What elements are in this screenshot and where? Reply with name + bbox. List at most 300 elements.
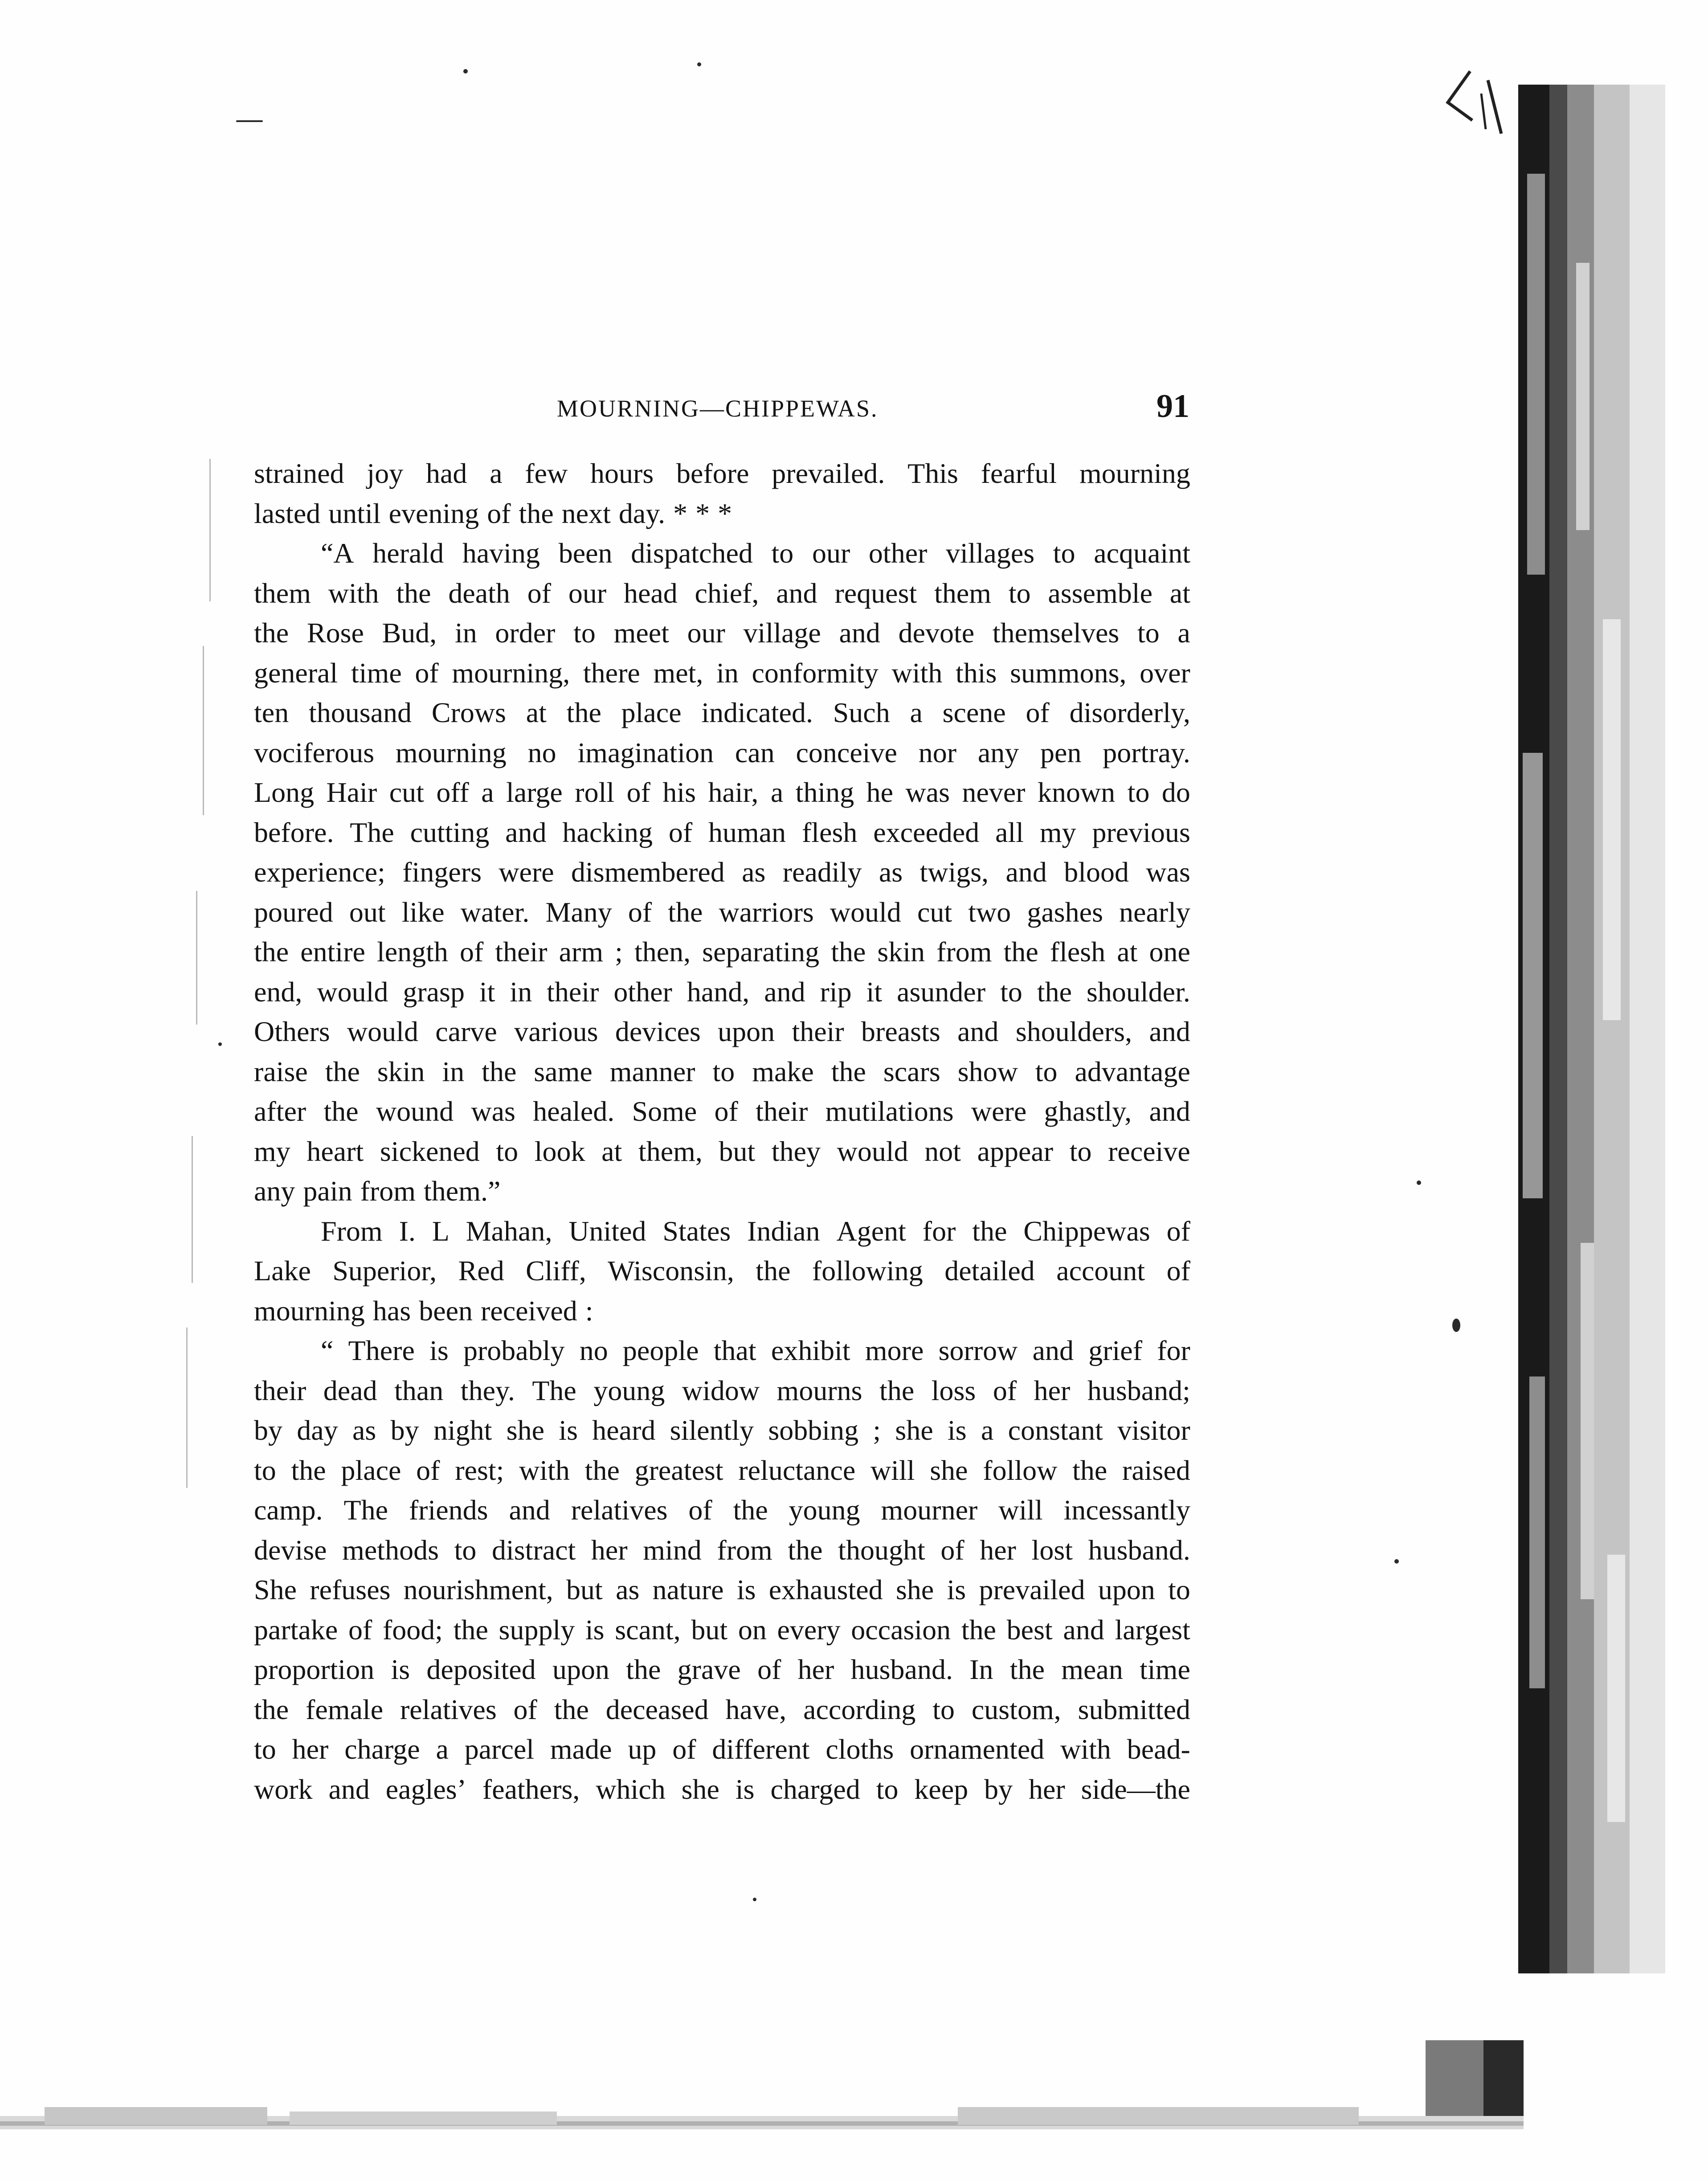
- word: heart: [306, 1135, 364, 1167]
- word: nor: [918, 736, 957, 768]
- word: all: [995, 816, 1024, 848]
- margin-rule-left: [192, 1136, 193, 1283]
- word: Rose: [306, 617, 364, 649]
- word: night: [433, 1414, 492, 1446]
- word: Lake: [254, 1255, 311, 1287]
- word: shoulder.: [1086, 976, 1190, 1008]
- text-line: [254, 1570, 1190, 1610]
- word: death: [448, 577, 510, 609]
- word: nourishment,: [403, 1574, 553, 1605]
- word: then,: [634, 936, 691, 968]
- word: upon: [1098, 1574, 1155, 1605]
- margin-rule-left: [203, 646, 204, 815]
- word: the: [831, 1055, 866, 1087]
- word: parcel: [464, 1733, 535, 1765]
- word: The: [350, 816, 394, 848]
- word: follow: [983, 1454, 1058, 1486]
- word: villages: [946, 537, 1035, 569]
- word: herald: [372, 537, 444, 569]
- word: scars: [883, 1055, 940, 1087]
- word: receive: [1108, 1135, 1190, 1167]
- word: lasted: [254, 497, 321, 529]
- text-line: [254, 1251, 1190, 1291]
- word: few: [525, 457, 568, 489]
- word: scene: [942, 697, 1006, 728]
- word: Mahan,: [466, 1215, 552, 1247]
- word: of: [527, 577, 552, 609]
- word: there: [583, 657, 640, 689]
- word: in: [716, 657, 739, 689]
- word: relatives: [400, 1693, 497, 1725]
- word: assemble: [1048, 577, 1152, 609]
- word: hand,: [686, 976, 750, 1008]
- word: any: [977, 736, 1019, 768]
- word: her: [591, 1534, 628, 1566]
- pen-mark: [1439, 67, 1506, 143]
- word: of: [714, 1095, 738, 1127]
- word: my: [1039, 816, 1076, 848]
- word: in: [454, 617, 477, 649]
- word: bead-: [1127, 1733, 1190, 1765]
- word: is: [948, 1414, 967, 1446]
- word: This: [907, 457, 958, 489]
- word: roll: [575, 776, 615, 808]
- word: There: [348, 1335, 415, 1366]
- word: to: [1127, 776, 1150, 808]
- word: is: [736, 1574, 756, 1605]
- word: hacking: [562, 816, 653, 848]
- word: that: [713, 1335, 756, 1366]
- word: have,: [725, 1693, 787, 1725]
- word: visitor: [1117, 1414, 1190, 1446]
- word: time: [351, 657, 402, 689]
- word: United: [568, 1215, 646, 1247]
- word: before: [676, 457, 749, 489]
- word: but: [719, 1135, 756, 1167]
- binding-shadow: [1518, 85, 1665, 1973]
- word: it: [479, 976, 495, 1008]
- text-line: [254, 972, 1190, 1012]
- word: to: [1069, 1135, 1092, 1167]
- dust-speck: [236, 120, 263, 122]
- text-line: [254, 1769, 1190, 1809]
- word: mourns: [776, 1374, 862, 1406]
- word: the: [584, 1454, 620, 1486]
- word: were: [971, 1095, 1027, 1127]
- dust-speck: [463, 69, 468, 74]
- word: before.: [254, 816, 334, 848]
- word: of: [348, 1613, 372, 1646]
- text-line: [254, 1650, 1190, 1690]
- word: dismembered: [571, 856, 725, 888]
- word: place: [341, 1454, 401, 1486]
- word: them,: [638, 1135, 703, 1167]
- word: to: [254, 1733, 276, 1765]
- word: received: [481, 1295, 577, 1327]
- word: of: [940, 1534, 964, 1566]
- word: to: [573, 617, 596, 649]
- word: with: [891, 657, 943, 689]
- word: the: [831, 936, 866, 968]
- word: of: [993, 1374, 1017, 1406]
- word: readily: [782, 856, 862, 888]
- word: cloths: [825, 1733, 894, 1765]
- word: thought: [838, 1534, 925, 1566]
- word: her: [797, 1654, 834, 1685]
- word: joy: [367, 457, 404, 489]
- word: keep: [914, 1773, 968, 1805]
- word: her: [1029, 1773, 1065, 1805]
- word: and: [505, 816, 547, 848]
- word: ;: [615, 936, 623, 968]
- word: show: [957, 1055, 1018, 1087]
- word: widow: [682, 1374, 760, 1406]
- word: a: [1177, 617, 1190, 649]
- word: Superior,: [332, 1255, 437, 1287]
- word: them: [254, 577, 311, 609]
- word: themselves: [992, 617, 1120, 649]
- word: other: [613, 976, 672, 1008]
- word: The: [343, 1494, 388, 1526]
- word: largest: [1115, 1613, 1190, 1646]
- word: hair,: [708, 776, 759, 808]
- word: to: [712, 1055, 735, 1087]
- word: mourning: [254, 1295, 365, 1327]
- word: made: [550, 1733, 612, 1765]
- word: blood: [1064, 856, 1129, 888]
- word: of: [415, 657, 439, 689]
- text-line: [254, 1211, 1190, 1251]
- word: in: [442, 1055, 465, 1087]
- word: known: [1038, 776, 1116, 808]
- running-header: [254, 388, 1189, 432]
- text-line: [254, 932, 1190, 972]
- word: silently: [670, 1414, 754, 1446]
- word: any: [254, 1175, 295, 1207]
- word: indicated.: [701, 697, 813, 728]
- word: never: [962, 776, 1026, 808]
- word: rest;: [455, 1454, 504, 1486]
- text-line: [254, 573, 1190, 613]
- word: scant,: [615, 1613, 681, 1646]
- word: the: [879, 1374, 915, 1406]
- word: distract: [491, 1534, 576, 1566]
- word: like: [401, 896, 445, 928]
- word: prevailed.: [772, 457, 885, 489]
- word: heard: [592, 1414, 656, 1446]
- word: is: [947, 1574, 966, 1605]
- text-line: [254, 1450, 1190, 1491]
- word: a: [481, 776, 494, 808]
- word: to: [454, 1534, 477, 1566]
- word: a: [981, 1414, 994, 1446]
- running-title: MOURNING—CHIPPEWAS.: [557, 395, 879, 422]
- word: Such: [833, 697, 890, 728]
- word: submitted: [1078, 1693, 1190, 1725]
- text-line: [254, 852, 1190, 892]
- word: the: [626, 1654, 661, 1685]
- text-line: [254, 813, 1190, 853]
- word: “A: [321, 537, 354, 569]
- word: experience;: [254, 856, 385, 888]
- word: and: [1032, 1335, 1074, 1366]
- word: as: [879, 856, 903, 888]
- word: of: [459, 936, 484, 968]
- word: mind: [643, 1534, 702, 1566]
- word: water.: [460, 896, 530, 928]
- word: would: [317, 976, 388, 1008]
- bottom-scan-noise: [0, 2040, 1708, 2181]
- word: husband;: [1087, 1374, 1190, 1406]
- text-line: [254, 1291, 1190, 1331]
- body-text: [254, 453, 1190, 1809]
- word: more: [865, 1335, 924, 1366]
- word: *: [673, 497, 688, 529]
- word: sorrow: [938, 1335, 1018, 1366]
- word: She: [254, 1574, 297, 1605]
- word: and: [839, 617, 880, 649]
- word: In: [969, 1654, 993, 1685]
- word: according: [803, 1693, 916, 1725]
- word: up: [628, 1733, 657, 1765]
- word: thing: [795, 776, 854, 808]
- word: separating: [702, 936, 820, 968]
- word: general: [254, 657, 338, 689]
- word: human: [708, 816, 786, 848]
- word: summons,: [1010, 657, 1127, 689]
- word: devise: [254, 1534, 327, 1566]
- word: of: [1166, 1215, 1190, 1247]
- word: exhibit: [771, 1335, 850, 1366]
- word: the: [788, 1534, 823, 1566]
- word: lost: [1031, 1534, 1073, 1566]
- word: from: [360, 1175, 416, 1207]
- word: her: [1034, 1374, 1071, 1406]
- word: head: [623, 577, 678, 609]
- word: supply: [499, 1613, 575, 1646]
- word: ten: [254, 697, 289, 728]
- word: strained: [254, 457, 344, 489]
- text-line: [254, 1690, 1190, 1730]
- word: I.: [399, 1215, 416, 1247]
- word: she: [506, 1414, 544, 1446]
- word: to: [932, 1693, 955, 1725]
- word: raise: [254, 1055, 308, 1087]
- word: charged: [770, 1773, 860, 1805]
- word: detailed: [944, 1255, 1035, 1287]
- word: other: [868, 537, 928, 569]
- word: meet: [613, 617, 669, 649]
- word: husband.: [850, 1654, 953, 1685]
- word: after: [254, 1095, 306, 1127]
- word: husband.: [1088, 1534, 1190, 1566]
- word: conceive: [796, 736, 897, 768]
- margin-rule-left: [196, 891, 197, 1025]
- word: out: [349, 896, 386, 928]
- word: mutilations: [825, 1095, 954, 1127]
- text-line: [254, 1490, 1190, 1530]
- word: this: [955, 657, 997, 689]
- word: and: [1063, 1613, 1104, 1646]
- word: occasion: [851, 1613, 951, 1646]
- word: has: [372, 1295, 411, 1327]
- margin-rule-left: [209, 459, 211, 601]
- word: work: [254, 1773, 313, 1805]
- word: proportion: [254, 1654, 375, 1685]
- word: large: [506, 776, 563, 808]
- word: constant: [1008, 1414, 1103, 1446]
- word: to: [496, 1135, 519, 1167]
- word: mourning,: [452, 657, 570, 689]
- word: nearly: [1119, 896, 1190, 928]
- word: no: [579, 1335, 608, 1366]
- word: relatives: [571, 1494, 668, 1526]
- word: the: [396, 577, 431, 609]
- word: of: [672, 1733, 696, 1765]
- word: upon: [718, 1016, 775, 1047]
- word: From: [321, 1215, 383, 1247]
- dust-speck: [1452, 1319, 1460, 1332]
- word: the: [1009, 1654, 1045, 1685]
- word: on: [738, 1613, 767, 1646]
- word: feathers,: [482, 1773, 580, 1805]
- word: he: [866, 776, 894, 808]
- word: their: [792, 1016, 844, 1047]
- word: upon: [552, 1654, 609, 1685]
- word: at: [526, 697, 547, 728]
- word: :: [585, 1295, 593, 1327]
- word: our: [568, 577, 607, 609]
- word: will: [998, 1494, 1043, 1526]
- word: Many: [545, 896, 612, 928]
- word: imagination: [577, 736, 714, 768]
- word: to: [1053, 537, 1075, 569]
- word: over: [1140, 657, 1190, 689]
- word: greatest: [634, 1454, 723, 1486]
- word: account: [1056, 1255, 1145, 1287]
- word: ;: [873, 1414, 881, 1446]
- word: methods: [342, 1534, 439, 1566]
- word: pain: [303, 1175, 352, 1207]
- word: custom,: [971, 1693, 1061, 1725]
- word: and: [1005, 856, 1047, 888]
- word: end,: [254, 976, 302, 1008]
- word: can: [735, 736, 775, 768]
- word: food;: [382, 1613, 443, 1646]
- word: people: [622, 1335, 699, 1366]
- word: wound: [376, 1095, 454, 1127]
- word: as: [742, 856, 766, 888]
- word: them.”: [424, 1175, 501, 1207]
- word: the: [1037, 976, 1072, 1008]
- word: the: [756, 1255, 791, 1287]
- text-line: [254, 693, 1190, 733]
- word: a: [490, 457, 503, 489]
- word: Wisconsin,: [608, 1255, 734, 1287]
- word: to: [1168, 1574, 1190, 1605]
- word: of: [487, 497, 511, 529]
- word: the: [972, 1215, 1007, 1247]
- word: nature: [652, 1574, 724, 1605]
- word: entire: [300, 936, 365, 968]
- word: friends: [409, 1494, 488, 1526]
- word: the: [961, 1613, 996, 1646]
- word: chief,: [695, 577, 759, 609]
- word: raised: [1122, 1454, 1190, 1486]
- word: is: [735, 1773, 755, 1805]
- dust-speck: [218, 1042, 222, 1046]
- word: The: [532, 1374, 576, 1406]
- word: shoulders,: [1015, 1016, 1132, 1047]
- word: she: [895, 1574, 934, 1605]
- word: ghastly,: [1044, 1095, 1132, 1127]
- word: to: [254, 1454, 276, 1486]
- word: which: [596, 1773, 666, 1805]
- word: is: [585, 1613, 605, 1646]
- word: incessantly: [1063, 1494, 1190, 1526]
- word: than: [394, 1374, 444, 1406]
- word: Cliff,: [526, 1255, 586, 1287]
- word: time: [1140, 1654, 1190, 1685]
- word: a: [770, 776, 784, 808]
- word: would: [837, 1135, 908, 1167]
- word: of: [668, 816, 693, 848]
- word: of: [757, 1654, 781, 1685]
- word: the: [254, 1693, 289, 1725]
- word: to: [1035, 1055, 1058, 1087]
- text-line: [254, 653, 1190, 693]
- word: and: [764, 976, 805, 1008]
- text-line: [254, 613, 1190, 653]
- word: fearful: [981, 457, 1057, 489]
- word: their: [495, 936, 548, 968]
- word: flesh: [801, 816, 858, 848]
- text-line: [254, 453, 1190, 494]
- word: look: [534, 1135, 585, 1167]
- text-line: [254, 1410, 1190, 1450]
- word: poured: [254, 896, 333, 928]
- word: eagles’: [385, 1773, 466, 1805]
- word: our: [812, 537, 850, 569]
- word: cut: [389, 776, 424, 808]
- word: loss: [931, 1374, 976, 1406]
- word: no: [527, 736, 556, 768]
- word: *: [718, 497, 732, 529]
- word: manner: [609, 1055, 695, 1087]
- dust-speck: [753, 1898, 756, 1901]
- word: by: [390, 1414, 419, 1446]
- word: she: [895, 1414, 933, 1446]
- word: Chippewas: [1023, 1215, 1150, 1247]
- word: two: [968, 896, 1011, 928]
- word: next: [561, 497, 611, 529]
- word: prevailed: [979, 1574, 1085, 1605]
- word: but: [566, 1574, 603, 1605]
- word: her: [292, 1733, 329, 1765]
- word: had: [425, 457, 467, 489]
- word: Agent: [836, 1215, 906, 1247]
- word: their: [254, 1374, 306, 1406]
- word: the: [519, 497, 554, 529]
- word: for: [1157, 1335, 1190, 1366]
- word: every: [777, 1613, 841, 1646]
- word: various: [514, 1016, 598, 1047]
- word: grasp: [403, 976, 465, 1008]
- word: the: [254, 617, 289, 649]
- word: Others: [254, 1016, 330, 1047]
- text-line: [254, 533, 1190, 573]
- word: is: [429, 1335, 449, 1366]
